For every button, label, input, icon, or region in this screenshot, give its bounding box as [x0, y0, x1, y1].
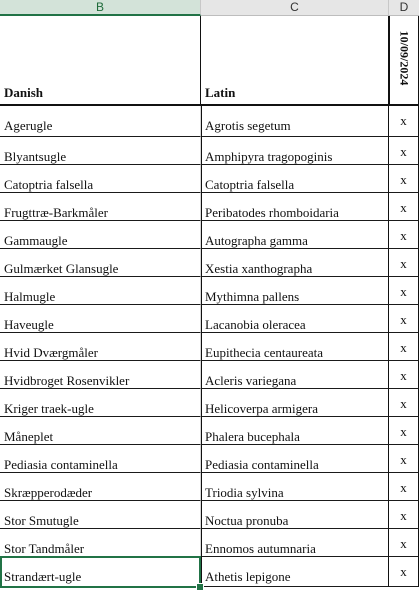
table-row — [0, 529, 419, 557]
cell-danish[interactable]: Gammaugle — [0, 221, 201, 249]
cell-latin[interactable]: Triodia sylvina — [201, 473, 389, 501]
cell-mark[interactable]: x — [389, 305, 419, 333]
cell-danish[interactable]: Stor Smutugle — [0, 501, 201, 529]
column-header-b[interactable]: B — [0, 0, 201, 16]
cell-header-latin[interactable] — [201, 16, 389, 106]
cell-mark[interactable]: x — [389, 137, 419, 165]
table-row — [0, 389, 419, 417]
cell-mark[interactable]: x — [389, 529, 419, 557]
cell-danish[interactable]: Hvidbroget Rosenvikler — [0, 361, 201, 389]
cell-danish[interactable]: Gulmærket Glansugle — [0, 249, 201, 277]
cell-latin[interactable]: Autographa gamma — [201, 221, 389, 249]
cell-latin[interactable]: Acleris variegana — [201, 361, 389, 389]
table-row — [0, 221, 419, 249]
cell-danish[interactable]: Frugttræ-Barkmåler — [0, 193, 201, 221]
cell-danish[interactable]: Pediasia contaminella — [0, 445, 201, 473]
cell-latin[interactable]: Catoptria falsella — [201, 165, 389, 193]
cell-danish[interactable]: Halmugle — [0, 277, 201, 305]
cell-danish[interactable]: Haveugle — [0, 305, 201, 333]
cell-latin[interactable]: Agrotis segetum — [201, 106, 389, 137]
header-date-label: 10/09/2024 — [397, 30, 412, 86]
table-row — [0, 333, 419, 361]
header-latin-label: Latin — [205, 85, 236, 100]
column-header-c[interactable]: C — [201, 0, 389, 16]
header-row — [0, 16, 419, 106]
cell-latin[interactable]: Phalera bucephala — [201, 417, 389, 445]
cell-latin[interactable]: Eupithecia centaureata — [201, 333, 389, 361]
cell-mark[interactable]: x — [389, 277, 419, 305]
cell-danish[interactable]: Måneplet — [0, 417, 201, 445]
cell-mark[interactable]: x — [389, 333, 419, 361]
cell-mark[interactable]: x — [389, 445, 419, 473]
cell-latin[interactable]: Helicoverpa armigera — [201, 389, 389, 417]
cell-mark[interactable]: x — [389, 557, 419, 587]
fill-handle[interactable] — [196, 583, 204, 591]
table-row — [0, 193, 419, 221]
cell-latin[interactable]: Amphipyra tragopoginis — [201, 137, 389, 165]
table-row — [0, 305, 419, 333]
table-row — [0, 417, 419, 445]
cell-danish[interactable]: Agerugle — [0, 106, 201, 137]
cell-latin[interactable]: Noctua pronuba — [201, 501, 389, 529]
table-row — [0, 277, 419, 305]
cell-mark[interactable]: x — [389, 361, 419, 389]
header-danish-label: Danish — [4, 85, 44, 100]
cell-latin[interactable]: Peribatodes rhomboidaria — [201, 193, 389, 221]
cell-mark[interactable]: x — [389, 473, 419, 501]
cell-mark[interactable]: x — [389, 417, 419, 445]
table-row — [0, 501, 419, 529]
column-header-d[interactable]: D — [389, 0, 419, 16]
cell-latin[interactable]: Xestia xanthographa — [201, 249, 389, 277]
table-row — [0, 445, 419, 473]
table-row — [0, 361, 419, 389]
cell-latin[interactable]: Ennomos autumnaria — [201, 529, 389, 557]
cell-latin[interactable]: Athetis lepigone — [201, 557, 389, 587]
cell-mark[interactable]: x — [389, 249, 419, 277]
cell-danish[interactable]: Blyantsugle — [0, 137, 201, 165]
cell-latin[interactable]: Mythimna pallens — [201, 277, 389, 305]
cell-mark[interactable]: x — [389, 106, 419, 137]
cell-header-date[interactable] — [389, 16, 419, 106]
cell-latin[interactable]: Lacanobia oleracea — [201, 305, 389, 333]
table-row — [0, 557, 419, 587]
table-row — [0, 137, 419, 165]
cell-mark[interactable]: x — [389, 221, 419, 249]
cell-latin[interactable]: Pediasia contaminella — [201, 445, 389, 473]
table-row — [0, 473, 419, 501]
cell-mark[interactable]: x — [389, 165, 419, 193]
cell-mark[interactable]: x — [389, 501, 419, 529]
cell-danish[interactable]: Skræpperodæder — [0, 473, 201, 501]
cell-header-danish[interactable] — [0, 16, 201, 106]
cell-mark[interactable]: x — [389, 389, 419, 417]
cell-danish[interactable]: Strandært-ugle — [0, 557, 201, 587]
cell-danish[interactable]: Kriger traek-ugle — [0, 389, 201, 417]
cell-mark[interactable]: x — [389, 193, 419, 221]
cell-danish[interactable]: Hvid Dværgmåler — [0, 333, 201, 361]
table-row — [0, 249, 419, 277]
table-row — [0, 106, 419, 137]
cell-danish[interactable]: Catoptria falsella — [0, 165, 201, 193]
cell-danish[interactable]: Stor Tandmåler — [0, 529, 201, 557]
table-row — [0, 165, 419, 193]
